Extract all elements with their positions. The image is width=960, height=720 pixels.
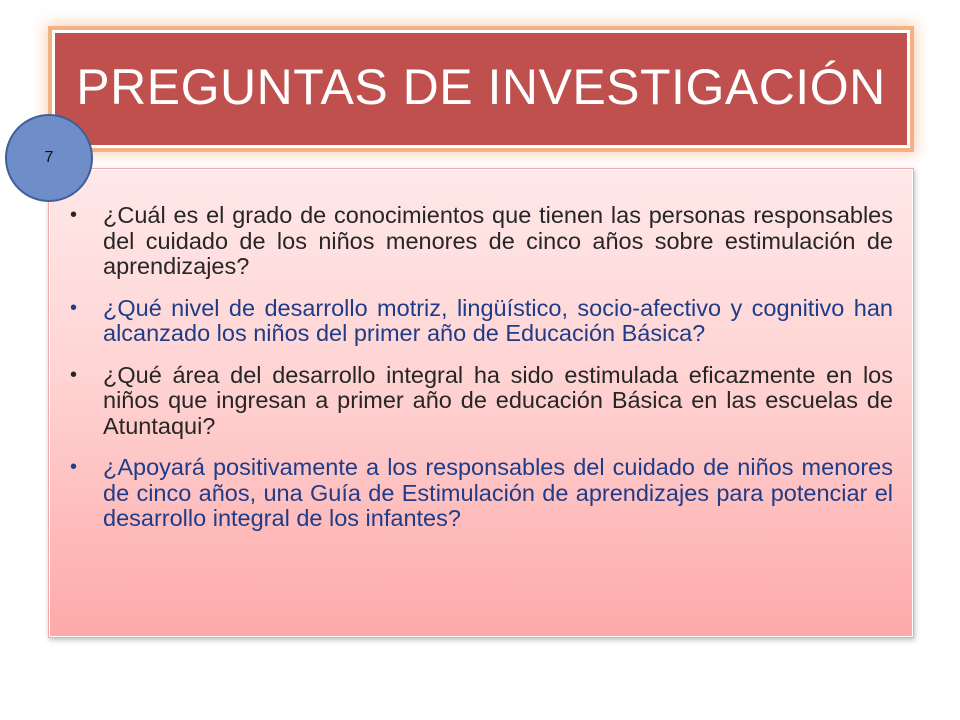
question-text: ¿Qué nivel de desarrollo motriz, lingüístico, socio-afectivo y cognitivo han alcanzado los niños del primer año de Educación Básica? xyxy=(103,294,893,346)
slide-title: PREGUNTAS DE INVESTIGACIÓN xyxy=(76,59,886,115)
question-text: ¿Cuál es el grado de conocimientos que tienen las personas responsables del cuidado de los niños menores de cinco años sobre estimulación de aprendizajes? xyxy=(103,202,893,279)
bullet-icon: • xyxy=(70,363,78,386)
question-item xyxy=(70,202,893,280)
questions-list xyxy=(70,202,893,532)
question-text: ¿Qué área del desarrollo integral ha sido estimulada eficazmente en los niños que ingresan a primer año de educación Básica en las escuelas de Atuntaqui? xyxy=(103,361,893,439)
slide-number-badge xyxy=(5,114,93,202)
question-text: ¿Apoyará positivamente a los responsables del cuidado de niños menores de cinco años, una Guía de Estimulación de aprendizajes para potenciar el desarrollo integral de los infantes? xyxy=(103,454,893,531)
content-box xyxy=(48,168,914,638)
question-item xyxy=(70,361,893,440)
bullet-icon: • xyxy=(70,456,78,478)
question-item xyxy=(70,454,893,532)
title-box xyxy=(52,30,910,148)
bullet-icon: • xyxy=(70,296,78,319)
bullet-icon: • xyxy=(70,204,78,226)
slide-number: 7 xyxy=(44,149,54,166)
question-item xyxy=(70,294,893,347)
